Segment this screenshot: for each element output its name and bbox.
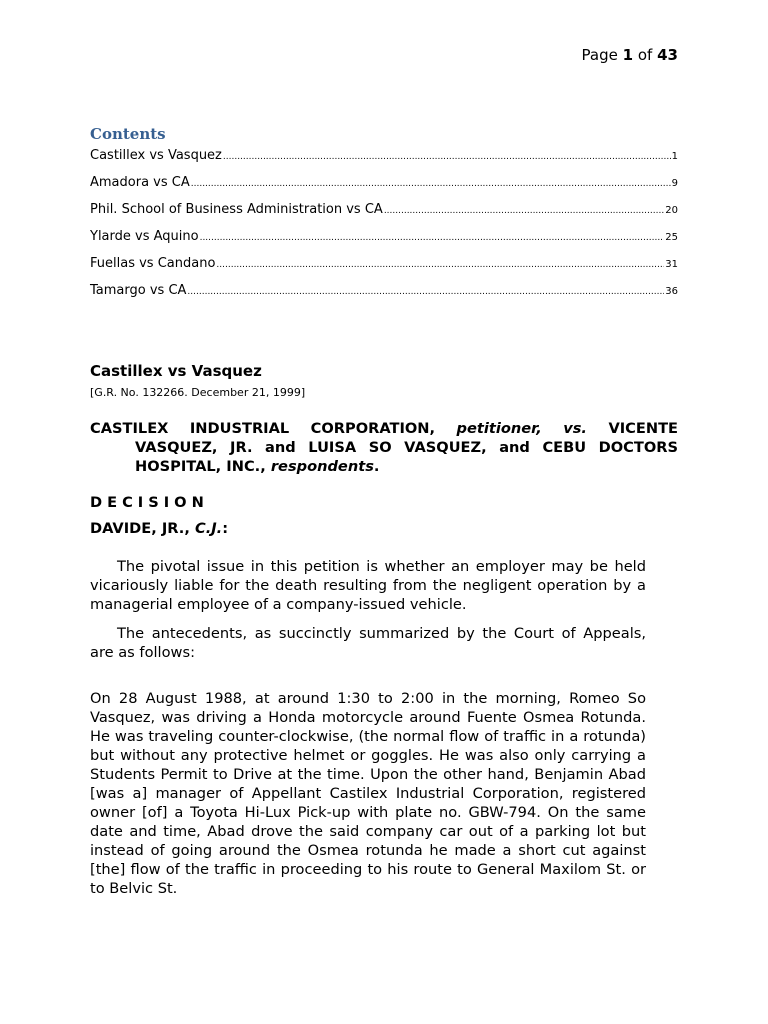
toc-entry-amadora[interactable] [90,175,678,202]
toc-entry-tamargo[interactable] [90,283,678,310]
toc-leader [223,152,671,162]
ponente-title: C.J. [194,520,223,537]
toc-leader [216,260,664,270]
ponente-colon: : [222,520,229,537]
toc-entry-phil-school[interactable] [90,202,678,229]
table-of-contents [90,125,678,310]
decision-heading: DECISION [90,494,209,511]
toc-entry-page: 31 [665,259,678,270]
page-label-prefix: Page [581,46,618,64]
toc-entry-ylarde[interactable] [90,229,678,256]
case-section [90,362,678,898]
current-page: 1 [622,46,634,64]
ponente [90,520,678,537]
petitioner-name: CASTILEX INDUSTRIAL CORPORATION, [90,420,436,437]
toc-entry-page: 20 [665,205,678,216]
body-paragraph: The antecedents, as succinctly summarized by the Court of Appeals, are as follows: [90,625,646,661]
toc-entry-title: Fuellas vs Candano [90,256,216,271]
case-parties [90,419,678,476]
toc-entry-title: Castillex vs Vasquez [90,148,222,163]
petitioner-role: petitioner, [456,420,542,437]
parties-period: . [373,458,380,475]
toc-leader [200,233,665,243]
toc-entry-page: 9 [671,178,678,189]
quoted-antecedents: On 28 August 1988, at around 1:30 to 2:00 in the morning, Romeo So Vasquez, was driving a Honda motorcycle around Fuente Osmea Rotunda. He was traveling counter-clockwise, (the normal flow of traffic in a rotunda) but without any protective helmet or goggles. He was also only carrying a Students Permit to Drive at the time. Upon the other hand, Benjamin Abad [was a] manager of Appellant Castilex Industrial Corporation, registered owner [of] a Toyota Hi-Lux Pick-up with plate no. GBW-794. On the same date and time, Abad drove the said company car out of a parking lot but instead of going around the Osmea rotunda he made a short cut against [the] flow of the traffic in proceeding to his route to General Maxilom St. or to Belvic St. [90,690,646,897]
toc-entry-page: 36 [665,286,678,297]
toc-entry-castillex[interactable] [90,148,678,175]
case-citation: [G.R. No. 132266. December 21, 1999] [90,386,306,399]
respondents-role: respondents [270,458,374,475]
toc-leader [384,206,664,216]
toc-entry-title: Phil. School of Business Administration vs CA [90,202,383,217]
toc-entry-title: Amadora vs CA [90,175,190,190]
respondents-names: VICENTE VASQUEZ, JR. and LUISA SO VASQUEZ, and CEBU DOCTORS HOSPITAL, INC., [135,420,678,475]
page-label-of: of [637,46,653,64]
toc-heading: Contents [90,125,166,143]
versus: vs. [563,420,587,437]
case-title: Castillex vs Vasquez [90,362,262,380]
decision-body [90,557,646,898]
total-pages: 43 [657,46,678,64]
toc-leader [191,179,671,189]
toc-entry-page: 25 [665,232,678,243]
page-number [582,46,678,64]
toc-entry-fuellas[interactable] [90,256,678,283]
ponente-name: DAVIDE, JR., [90,520,190,537]
toc-leader [187,287,664,297]
toc-entry-title: Ylarde vs Aquino [90,229,199,244]
toc-entry-title: Tamargo vs CA [90,283,187,298]
toc-entry-page: 1 [671,151,678,162]
body-paragraph: The pivotal issue in this petition is whether an employer may be held vicariously liable for the death resulting from the negligent operation by a managerial employee of a company-issued vehicle. [90,558,646,613]
